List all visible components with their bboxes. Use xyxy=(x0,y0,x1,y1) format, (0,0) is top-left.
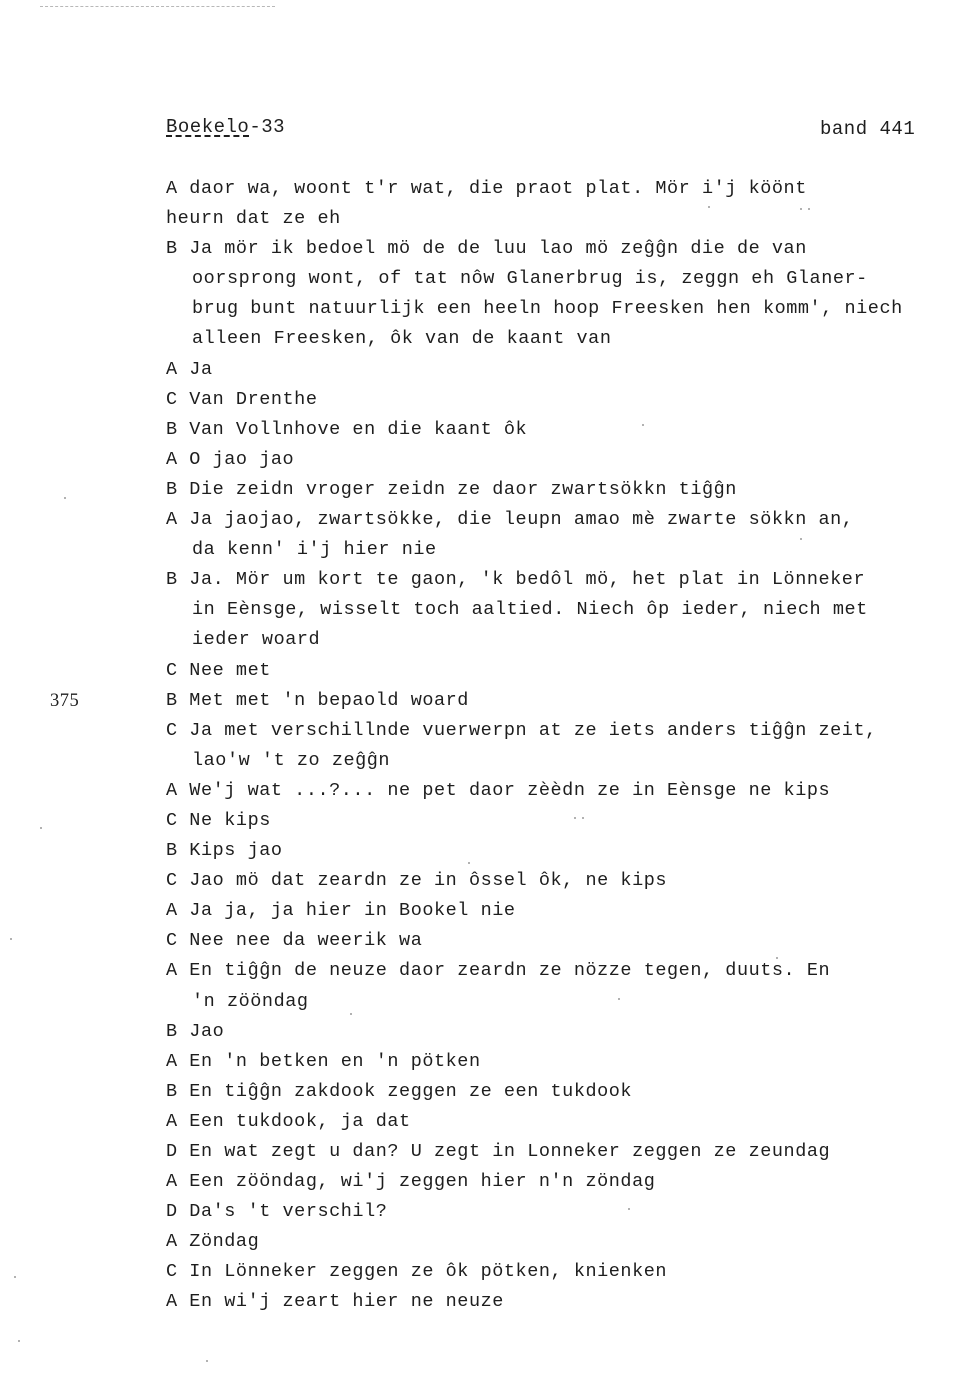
transcript-line: A En wi'j zeart hier ne neuze xyxy=(166,1291,504,1313)
transcript-line: A Ja xyxy=(166,358,213,380)
document-title xyxy=(166,116,285,138)
transcript-line: B Kips jao xyxy=(166,840,283,862)
speck-mark xyxy=(206,1360,208,1362)
tape-band-label: band 441 xyxy=(820,118,916,140)
transcript-line: B Ja mör ik bedoel mö de de luu lao mö zeĝĝn die de van xyxy=(166,238,807,260)
transcript-line: C Nee nee da weerik wa xyxy=(166,930,423,952)
transcript-line: brug bunt natuurlijk een heeln hoop Freesken hen komm', niech xyxy=(192,298,903,320)
transcript-line: B En tiĝĝn zakdook zeggen ze een tukdook xyxy=(166,1080,633,1102)
transcript-line: 'n zööndag xyxy=(192,990,309,1012)
transcript-line: A O jao jao xyxy=(166,448,295,470)
transcript-line: D Da's 't verschil? xyxy=(166,1201,388,1223)
transcript-line: C Ne kips xyxy=(166,809,271,831)
margin-line-number: 375 xyxy=(50,691,80,711)
top-edge-dashes xyxy=(40,6,275,7)
title-location: Boekelo xyxy=(166,116,250,138)
transcript-line: A Zöndag xyxy=(166,1231,260,1253)
speck-mark xyxy=(582,817,584,819)
transcript-line: D En wat zegt u dan? U zegt in Lonneker zeggen ze zeundag xyxy=(166,1141,831,1162)
transcript-line: oorsprong wont, of tat nôw Glanerbrug is, zeggn eh Glaner- xyxy=(192,268,868,290)
title-number: -33 xyxy=(249,116,286,138)
transcript-line: ieder woard xyxy=(192,629,321,651)
transcript-line: B Met met 'n bepaold woard xyxy=(166,689,469,711)
transcript-line: A Ja jaojao, zwartsökke, die leupn amao mè zwarte sökkn an, xyxy=(166,509,854,531)
transcript-line: B Jao xyxy=(166,1020,225,1042)
transcript-line: A En tiĝĝn de neuze daor zeardn ze nözze tegen, duuts. En xyxy=(166,960,831,982)
transcript-line: lao'w 't zo zeĝĝn xyxy=(192,749,391,771)
transcript-line: alleen Freesken, ôk van de kaant van xyxy=(192,328,612,350)
transcript-line: C Nee met xyxy=(166,659,271,681)
speck-mark xyxy=(708,206,710,208)
transcript-body xyxy=(166,174,956,1318)
transcript-line: C Jao mö dat zeardn ze in ôssel ôk, ne kips xyxy=(166,870,668,892)
speck-mark xyxy=(642,424,644,426)
transcript-line: C Ja met verschillnde vuerwerpn at ze iets anders tiĝĝn zeit, xyxy=(166,719,877,741)
transcript-line: A daor wa, woont t'r wat, die praot plat. Mör i'j köönt xyxy=(166,178,807,199)
transcript-line: heurn dat ze eh xyxy=(166,208,341,230)
speck-mark xyxy=(40,827,42,829)
transcript-line: B Van Vollnhove en die kaant ôk xyxy=(166,418,528,440)
transcript-line: B Die zeidn vroger zeidn ze daor zwartsökkn tiĝĝn xyxy=(166,478,737,500)
speck-mark xyxy=(64,497,66,499)
speck-mark xyxy=(14,1276,16,1278)
speck-mark xyxy=(10,938,12,940)
transcript-line: A We'j wat ...?... ne pet daor zèèdn ze in Eènsge ne kips xyxy=(166,779,831,801)
transcript-line: C Van Drenthe xyxy=(166,388,318,410)
speck-mark xyxy=(468,862,470,864)
transcript-line: da kenn' i'j hier nie xyxy=(192,539,437,561)
speck-mark xyxy=(808,208,810,210)
transcript-line: in Eènsge, wisselt toch aaltied. Niech ôp ieder, niech met xyxy=(192,599,868,621)
speck-mark xyxy=(574,817,576,819)
transcript-line: B Ja. Mör um kort te gaon, 'k bedôl mö, het plat in Lönneker xyxy=(166,569,866,591)
transcript-line: C In Lönneker zeggen ze ôk pötken, knienken xyxy=(166,1261,668,1283)
speck-mark xyxy=(800,208,802,210)
speck-mark xyxy=(776,957,778,959)
speck-mark xyxy=(18,1340,20,1342)
transcript-line: A En 'n betken en 'n pötken xyxy=(166,1050,481,1072)
transcript-line: A Een tukdook, ja dat xyxy=(166,1110,411,1132)
transcript-line: A Een zööndag, wi'j zeggen hier n'n zöndag xyxy=(166,1171,656,1193)
transcript-line: A Ja ja, ja hier in Bookel nie xyxy=(166,900,516,922)
speck-mark xyxy=(350,1013,352,1015)
speck-mark xyxy=(628,1208,630,1210)
speck-mark xyxy=(800,538,802,540)
speck-mark xyxy=(618,998,620,1000)
